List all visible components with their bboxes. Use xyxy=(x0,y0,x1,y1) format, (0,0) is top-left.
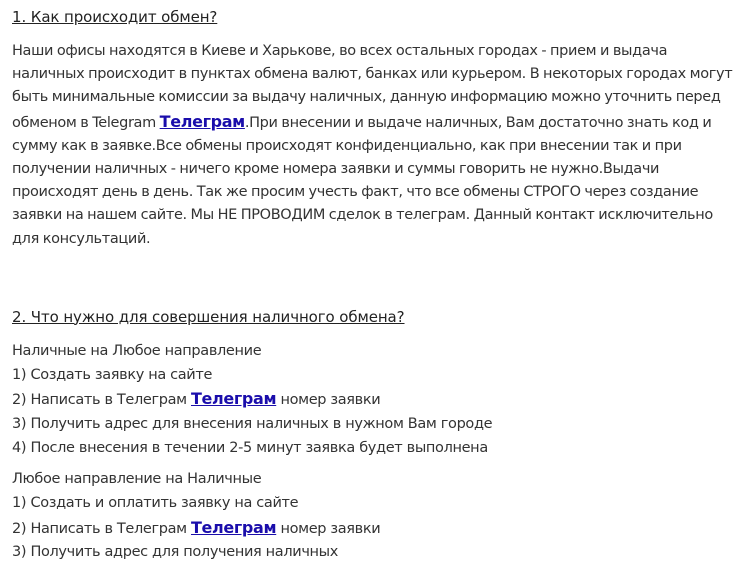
cash-in-step-1: 1) Создать заявку на сайте xyxy=(12,366,213,383)
cash-out-step-3: 3) Получить адрес для получения наличных xyxy=(12,544,339,561)
answer-1-text-part2: .При внесении и выдаче наличных, Вам достаточно знать код и сумму как в заявке.Все обмены происходят конфиденциально, как при внесении так и при получении наличных - ничего кроме номера заявки и суммы говорить не нужно.Выдачи происходят день в день. Так же просим учесть факт, что все обмены СТРОГО через создание заявки на нашем сайте. Мы НЕ ПРОВОДИМ сделок в телеграм. Данный контакт исключительно для консультаций. xyxy=(12,114,713,247)
cash-in-step-2 xyxy=(12,387,734,413)
cash-in-step-4: 4) После внесения в течении 2-5 минут заявка будет выполнена xyxy=(12,439,488,456)
telegram-link[interactable]: Телеграм xyxy=(190,517,277,537)
cash-out-step-1: 1) Создать и оплатить заявку на сайте xyxy=(12,495,299,512)
cash-in-step-2-after: номер заявки xyxy=(276,392,381,409)
cash-in-heading: Наличные на Любое направление xyxy=(12,342,262,359)
cash-out-steps xyxy=(12,468,734,565)
telegram-link[interactable]: Телеграм xyxy=(159,111,245,131)
cash-out-step-2-after: номер заявки xyxy=(276,520,381,537)
cash-out-step-2-before: 2) Написать в Телеграм xyxy=(12,520,191,537)
question-1-title: 1. Как происходит обмен? xyxy=(12,8,218,26)
telegram-link[interactable]: Телеграм xyxy=(190,389,277,409)
answer-1-text xyxy=(12,40,734,251)
cash-in-steps xyxy=(12,340,734,461)
cash-in-step-3: 3) Получить адрес для внесения наличных в нужном Вам городе xyxy=(12,415,493,432)
question-2-title: 2. Что нужно для совершения наличного обмена? xyxy=(12,307,405,326)
cash-out-step-2 xyxy=(12,516,734,542)
cash-out-heading: Любое направление на Наличные xyxy=(12,471,262,488)
cash-in-step-2-before: 2) Написать в Телеграм xyxy=(12,392,191,409)
answer-1-text-part1: Наши офисы находятся в Киеве и Харькове, во всех остальных городах - прием и выдача наличных происходит в пунктах обмена валют, банках или курьером. В некоторых городах могут быть минимальные комиссии за выдачу наличных, данную информацию можно уточнить перед обменом в Telegram xyxy=(12,43,733,131)
